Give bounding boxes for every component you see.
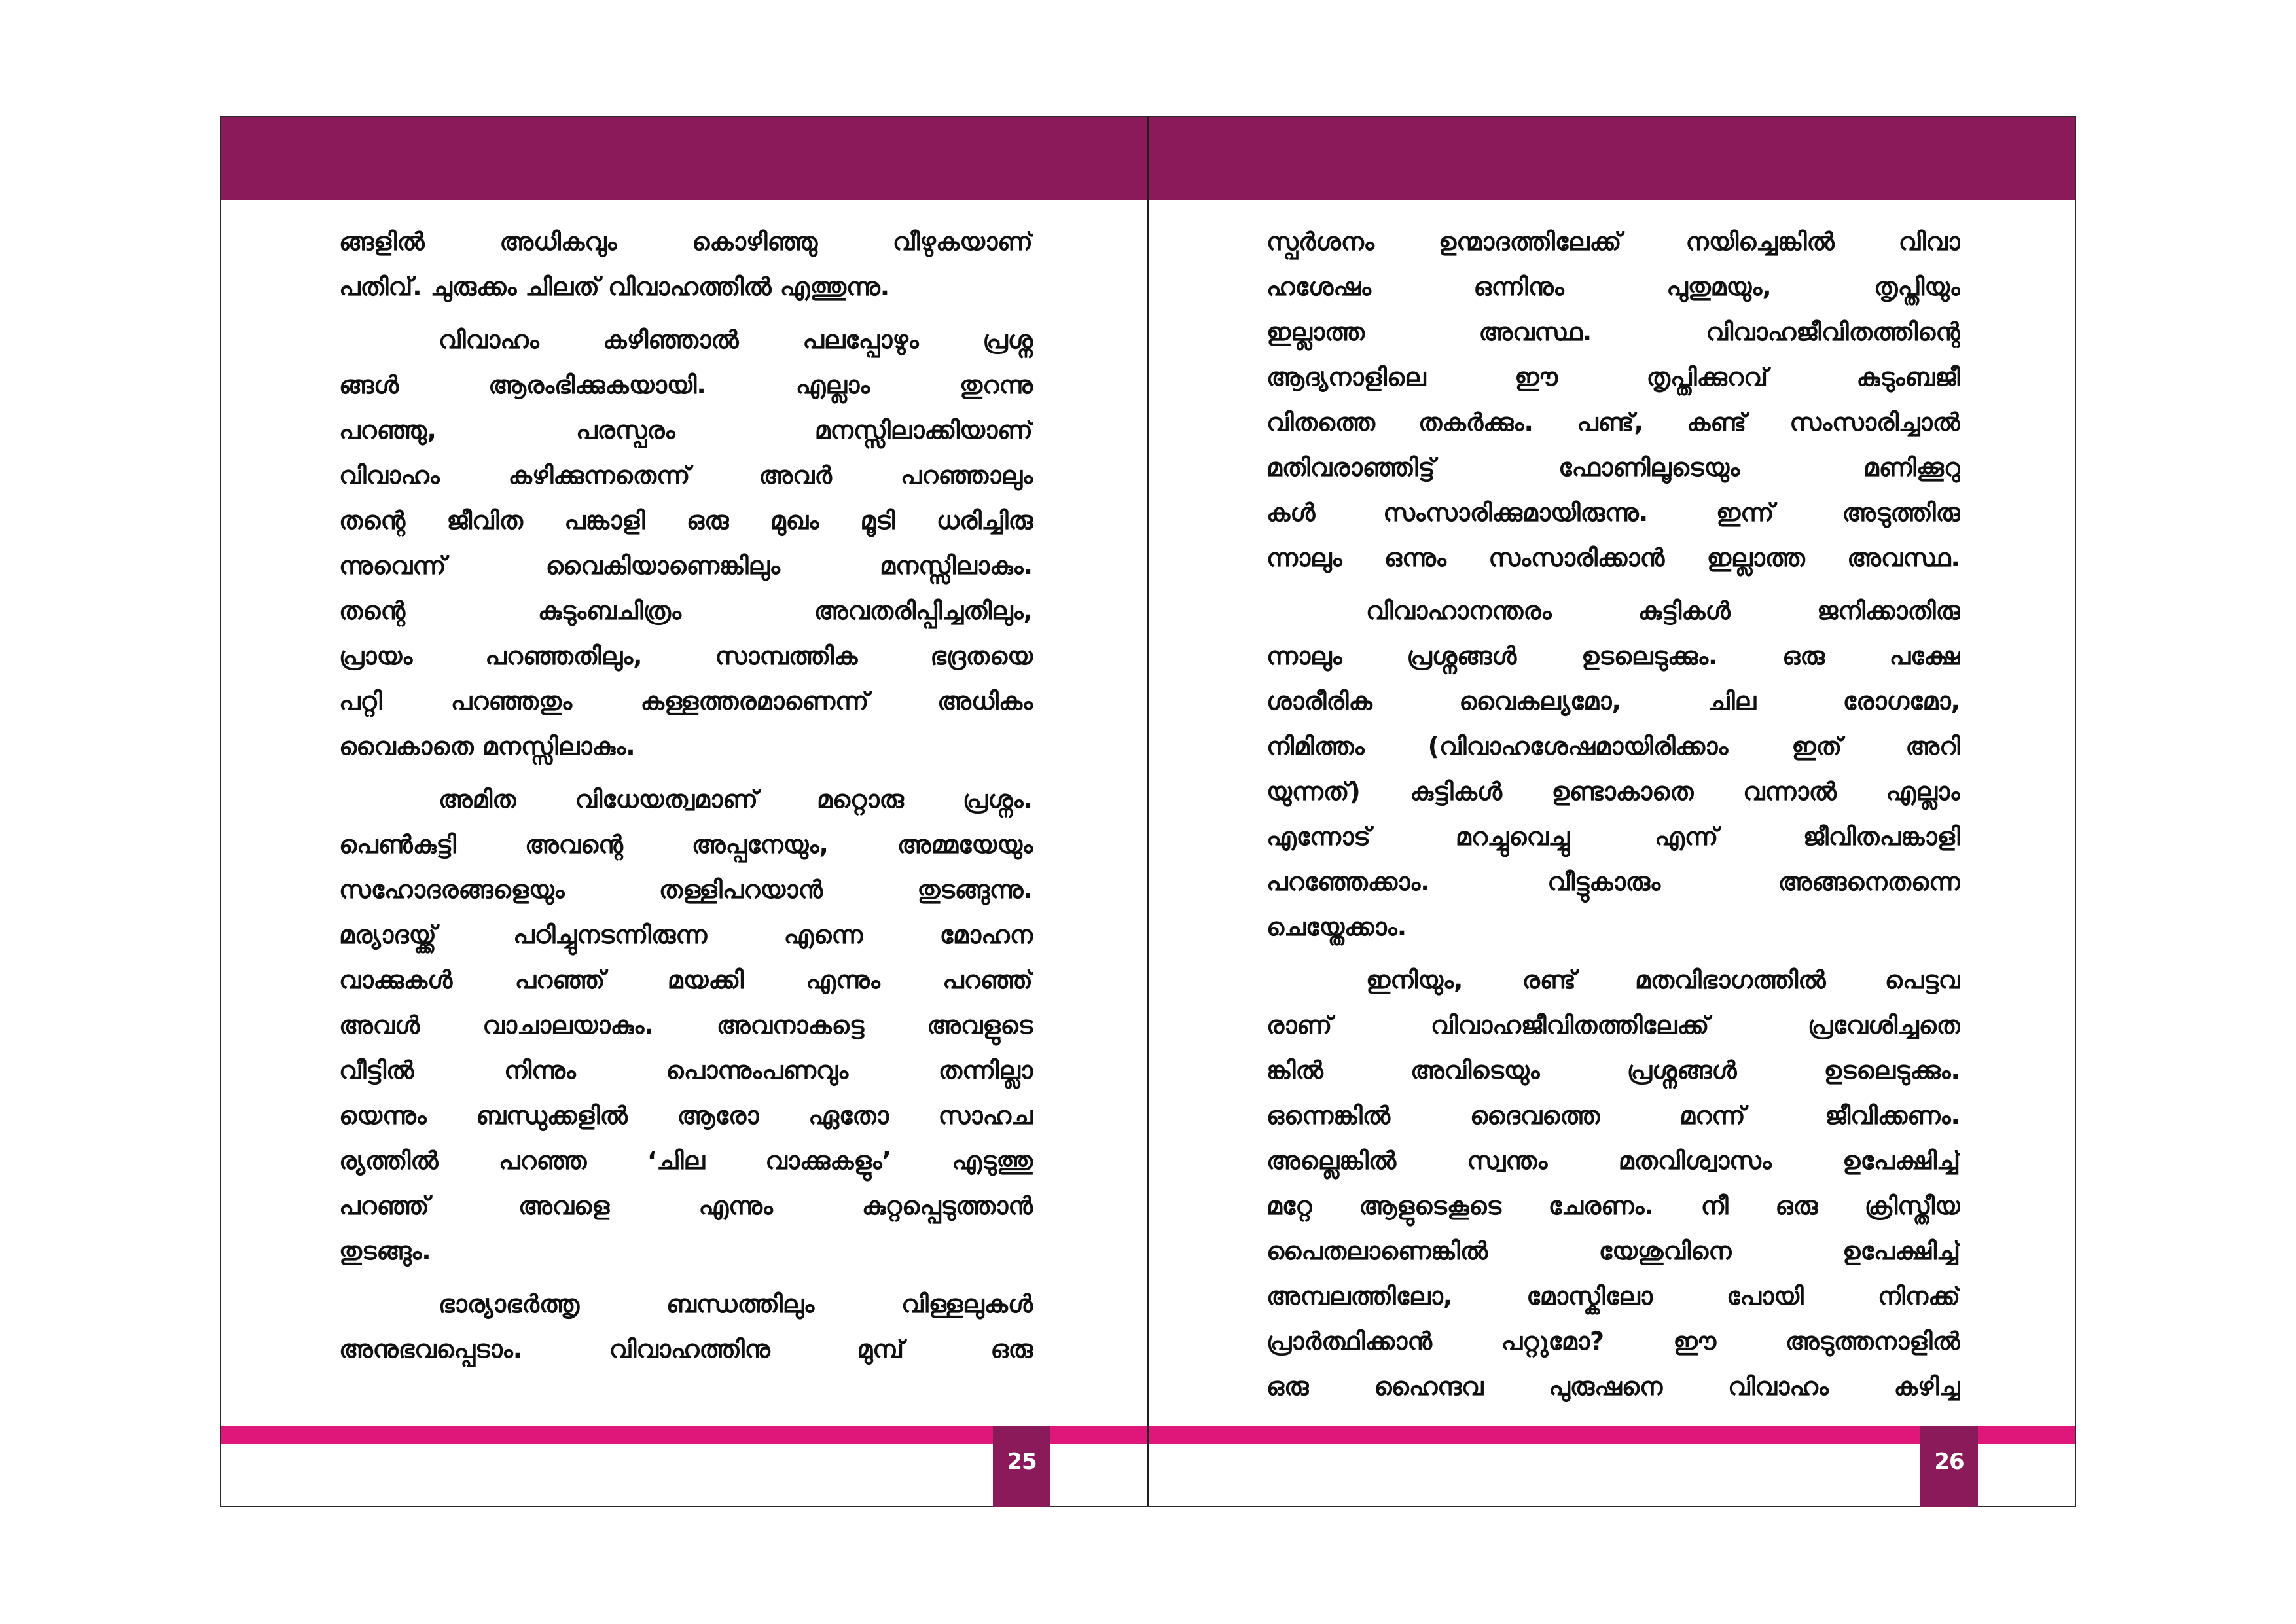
- text-line: പതിവ്. ചുരുക്കം ചിലത് വിവാഹത്തിൽ എത്തുന്നു.: [339, 272, 890, 301]
- text-line: തന്റെ ജീവിത പങ്കാളി ഒരു മുഖം മൂടി ധരിച്ചിരു: [339, 506, 1033, 535]
- text-line: വീട്ടിൽ നിന്നും പൊന്നുംപണവും തന്നില്ലാ: [339, 1056, 1033, 1085]
- text-line: ന്നുവെന്ന് വൈകിയാണെങ്കിലും മനസ്സിലാകും.: [339, 551, 1033, 580]
- text-line: തുടങ്ങും.: [339, 1236, 431, 1265]
- text-line: ങ്കിൽ അവിടെയും പ്രശ്നങ്ങൾ ഉടലെടുക്കും.: [1266, 1056, 1960, 1085]
- text-line: സ്പർശനം ഉന്മാദത്തിലേക്ക് നയിച്ചെങ്കിൽ വിവാ: [1266, 227, 1960, 256]
- text-line: രാണ് വിവാഹജീവിതത്തിലേക്ക് പ്രവേശിച്ചതെ: [1266, 1011, 1960, 1039]
- text-line: പ്രാർത്ഥിക്കാൻ പറ്റുമോ? ഈ അടുത്തനാളിൽ: [1266, 1327, 1960, 1356]
- text-line: വിതത്തെ തകർക്കും. പണ്ട്, കണ്ട് സംസാരിച്ചാൽ: [1266, 408, 1960, 437]
- text-line: നിമിത്തം (വിവാഹശേഷമായിരിക്കാം ഇത് അറി: [1266, 732, 1960, 761]
- text-line: ആദ്യനാളിലെ ഈ തൃപ്തിക്കുറവ് കുടുംബജീ: [1266, 363, 1960, 391]
- text-line: ന്നാലും ഒന്നും സംസാരിക്കാൻ ഇല്ലാത്ത അവസ്ഥ.: [1266, 543, 1960, 572]
- text-line: വൈകാതെ മനസ്സിലാകും.: [339, 732, 636, 761]
- text-line: യെന്നും ബന്ധുക്കളിൽ ആരോ ഏതോ സാഹച: [339, 1101, 1033, 1130]
- text-line: ഇല്ലാത്ത അവസ്ഥ. വിവാഹജീവിതത്തിന്റെ: [1266, 317, 1960, 346]
- book-spread: [220, 116, 2076, 1507]
- text-line: അവൾ വാചാലയാകും. അവനാകട്ടെ അവളുടെ: [339, 1011, 1033, 1039]
- text-line: പറഞ്ഞ് അവളെ എന്നും കുറ്റപ്പെടുത്താൻ: [339, 1191, 1033, 1220]
- text-line: ഭാര്യാഭർത്തൃ ബന്ധത്തിലും വിള്ളലുകൾ: [439, 1290, 1033, 1318]
- text-line: ശാരീരിക വൈകല്യമോ, ചില രോഗമോ,: [1266, 687, 1960, 715]
- page-number-label: 26: [1934, 1449, 1964, 1475]
- text-line: ഇനിയും, രണ്ട് മതവിഭാഗത്തിൽ പെട്ടവ: [1366, 965, 1960, 994]
- text-line: ഒരു ഹൈന്ദവ പുരുഷനെ വിവാഹം കഴിച്ച: [1266, 1372, 1960, 1401]
- text-line: ന്നാലും പ്രശ്നങ്ങൾ ഉടലെടുക്കും. ഒരു പക്ഷേ: [1266, 641, 1960, 670]
- text-line: പറ്റി പറഞ്ഞതും കള്ളത്തരമാണെന്ന് അധികം: [339, 687, 1033, 715]
- text-line: അനുഭവപ്പെടാം. വിവാഹത്തിനു മുമ്പ് ഒരു: [339, 1335, 1033, 1363]
- text-line: പെൺകുട്ടി അവന്റെ അപ്പനേയും, അമ്മയേയും: [339, 830, 1033, 859]
- text-line: പറഞ്ഞു, പരസ്പരം മനസ്സിലാക്കിയാണ്: [339, 416, 1033, 444]
- text-line: വാക്കുകൾ പറഞ്ഞ് മയക്കി എന്നും പറഞ്ഞ്: [339, 965, 1033, 994]
- text-line: പൈതലാണെങ്കിൽ യേശുവിനെ ഉപേക്ഷിച്ച്: [1266, 1236, 1960, 1265]
- text-line: ര്യത്തിൽ പറഞ്ഞ ‘ചില വാക്കുകളും’ എടുത്തു: [339, 1146, 1033, 1175]
- text-line: അമിത വിധേയത്വമാണ് മറ്റൊരു പ്രശ്നം.: [439, 785, 1033, 814]
- text-line: യുന്നത്) കുട്ടികൾ ഉണ്ടാകാതെ വന്നാൽ എല്ലാം: [1266, 777, 1960, 806]
- page-number-26: [1920, 1426, 1978, 1507]
- text-line: മറ്റേ ആളുടെകൂടെ ചേരണം. നീ ഒരു ക്രിസ്തീയ: [1266, 1191, 1960, 1220]
- page-spine-divider: [1147, 117, 1149, 1506]
- text-line: പ്രായം പറഞ്ഞതിലും, സാമ്പത്തിക ഭദ്രതയെ: [339, 641, 1033, 670]
- text-line: അമ്പലത്തിലോ, മോസ്കിലോ പോയി നിനക്ക്: [1266, 1282, 1960, 1310]
- text-line: സഹോദരങ്ങളെയും തള്ളിപറയാൻ തുടങ്ങുന്നു.: [339, 875, 1033, 904]
- text-line: കൾ സംസാരിക്കുമായിരുന്നു. ഇന്ന് അടുത്തിരു: [1266, 498, 1960, 527]
- page-number-label: 25: [1007, 1449, 1037, 1475]
- text-line: മര്യാദയ്ക്ക് പഠിച്ചുനടന്നിരുന്ന എന്നെ മോഹന: [339, 920, 1033, 949]
- text-line: ഒന്നെങ്കിൽ ദൈവത്തെ മറന്ന് ജീവിക്കണം.: [1266, 1101, 1960, 1130]
- text-line: ഹശേഷം ഒന്നിനും പുതുമയും, തൃപ്തിയും: [1266, 272, 1960, 301]
- page-number-25: [993, 1426, 1050, 1507]
- text-line: പറഞ്ഞേക്കാം. വീട്ടുകാരും അങ്ങനെതന്നെ: [1266, 867, 1960, 896]
- text-line: ങ്ങൾ ആരംഭിക്കുകയായി. എല്ലാം തുറന്നു: [339, 370, 1033, 399]
- text-line: വിവാഹം കഴിഞ്ഞാൽ പലപ്പോഴും പ്രശ്ന: [439, 325, 1033, 354]
- text-line: അല്ലെങ്കിൽ സ്വന്തം മതവിശ്വാസം ഉപേക്ഷിച്ച്: [1266, 1146, 1960, 1175]
- text-line: വിവാഹാനന്തരം കുട്ടികൾ ജനിക്കാതിരു: [1366, 596, 1960, 625]
- text-line: ങ്ങളിൽ അധികവും കൊഴിഞ്ഞു വീഴുകയാണ്: [339, 227, 1033, 256]
- text-line: മതിവരാഞ്ഞിട്ട് ഫോണിലൂടെയും മണിക്കൂറു: [1266, 453, 1960, 482]
- text-line: വിവാഹം കഴിക്കുന്നതെന്ന് അവർ പറഞ്ഞാലും: [339, 461, 1033, 490]
- text-line: എന്നോട് മറച്ചുവെച്ചു എന്ന് ജീവിതപങ്കാളി: [1266, 822, 1960, 851]
- text-line: തന്റെ കുടുംബചിത്രം അവതരിപ്പിച്ചതിലും,: [339, 596, 1033, 625]
- text-line: ചെയ്തേക്കാം.: [1266, 912, 1407, 941]
